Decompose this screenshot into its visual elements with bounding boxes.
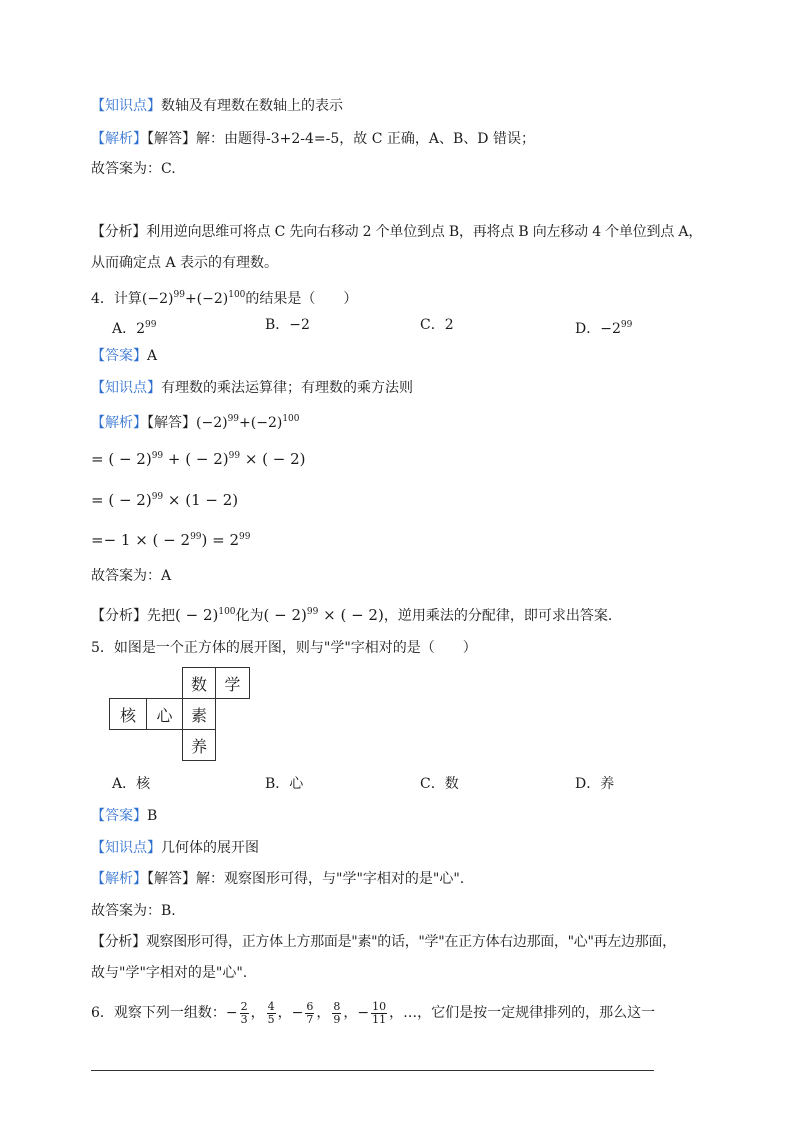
fenxi-m3: × ( − 2) [318,606,384,624]
fraction-item [225,999,251,1026]
step1-a: = ( − 2) [91,450,152,468]
stem-prefix: 4．计算 [91,291,142,307]
analysis-tag: 【解析】 [91,871,147,887]
fraction-numerator: 6 [306,999,314,1013]
step3-exp-a: 99 [190,532,202,542]
fenxi-m1: ( − 2) [175,606,219,624]
stem-prefix: 6．观察下列一组数： [91,1005,226,1021]
net-cell-he: 核 [109,698,147,730]
fraction-sign: − [225,1005,238,1021]
fenxi-a: 先把 [147,608,175,624]
net-cell-shu: 数 [182,667,216,699]
option-d-sup: 99 [620,320,633,330]
answer-value: A [147,348,158,364]
answer-tag: 【解答】 [147,871,196,887]
q5-knowledge-line [91,838,259,858]
q3-fenxi-line2: 从而确定点 A 表示的有理数。 [91,255,279,271]
q5-fenxi-line2: 故与"学"字相对的是"心". [91,965,248,981]
q5-option-a: A．核 [112,776,151,792]
step0-a: (−2) [196,415,228,431]
option-d-label: D．−2 [575,321,621,337]
q4-analysis-line [91,409,300,433]
q4-answer-line [91,346,157,366]
option-a-label: A．2 [112,321,146,337]
knowledge-tag: 【知识点】 [91,98,161,114]
fraction [267,1001,276,1026]
fenxi-tag: 【分析】 [91,224,147,240]
q4-option-a [112,315,156,339]
net-cell-xue: 学 [215,667,250,699]
fraction-numerator: 10 [372,999,387,1013]
knowledge-text: 几何体的展开图 [161,840,259,856]
q5-conclusion: 故答案为：B. [91,903,176,919]
fraction-denominator: 5 [267,1012,275,1026]
q4-conclusion: 故答案为：A [91,568,172,584]
fraction-item [357,999,389,1026]
fraction-sign: − [357,1005,370,1021]
q4-option-b: B．−2 [265,317,310,333]
option-a-sup: 99 [145,320,157,330]
step0-plus: +(−2) [239,415,283,431]
fraction-item [291,999,317,1026]
exp-a: 99 [173,290,185,300]
answer-value: B [147,808,158,824]
fenxi-m2: ( − 2) [263,606,307,624]
step0-exp-a: 99 [227,414,240,424]
q4-step1 [91,446,306,469]
step3-exp-b: 99 [239,532,251,542]
step1-exp-a: 99 [151,451,164,461]
fenxi-m2-exp: 99 [306,607,319,617]
analysis-tag: 【解析】 [91,415,147,431]
q3-conclusion: 故答案为：C. [91,161,176,177]
fraction-list [225,999,389,1026]
fenxi-text: 观察图形可得，正方体上方那面是"素"的话，"学"在正方体右边那面，"心"再左边那面， [145,934,676,950]
fraction-denominator: 3 [240,1012,248,1026]
fraction [305,1001,314,1026]
fraction-numerator: 4 [267,999,275,1013]
q5-answer-line [91,806,157,826]
knowledge-text: 有理数的乘法运算律；有理数的乘方法则 [161,380,413,396]
fraction-denominator: 11 [372,1012,387,1026]
fraction-sign: − [291,1005,304,1021]
expr-a: (−2) [141,291,174,307]
step2-exp: 99 [151,492,164,502]
step3-b: ) = 2 [201,531,240,549]
answer-tag: 【解答】 [147,415,196,431]
q5-stem: 5．如图是一个正方体的展开图，则与"学"字相对的是（ ） [91,640,477,656]
q4-stem [91,285,357,309]
fraction-separator: ， [316,1005,331,1021]
stem-suffix: 的结果是（ ） [245,291,358,307]
knowledge-tag: 【知识点】 [91,380,161,396]
answer-tag: 【答案】 [91,808,147,824]
answer-tag: 【解答】 [147,131,196,147]
knowledge-tag: 【知识点】 [91,840,161,856]
q6-stem [91,1000,655,1026]
analysis-tag: 【解析】 [91,131,147,147]
fenxi-c: ，逆用乘法的分配律，即可求出答案. [383,608,613,624]
fenxi-m1-exp: 100 [218,607,236,617]
step3-a: =− 1 × ( − 2 [91,531,191,549]
q4-option-d [575,315,632,339]
q5-option-b: B．心 [265,776,304,792]
stem-suffix: ，…，它们是按一定规律排列的，那么这一 [389,1005,656,1021]
fraction-numerator: 2 [240,999,248,1013]
fraction [240,1001,249,1026]
fraction-numerator: 8 [333,999,341,1013]
fraction [332,1001,341,1026]
q4-fenxi-line [91,602,612,626]
step2-b: × (1 − 2) [163,491,239,509]
q4-step2 [91,487,238,510]
plus: + [184,291,197,307]
step1-b: + ( − 2) [163,450,229,468]
net-cell-yang: 养 [182,729,216,761]
q5-option-d: D．养 [575,776,615,792]
step1-c: × ( − 2) [240,450,306,468]
net-cell-su: 素 [182,698,216,730]
analysis-text: 解：由题得-3+2-4=-5，故 C 正确，A、B、D 错误； [196,131,535,147]
net-cell-xin: 心 [146,698,183,730]
step2-a: = ( − 2) [91,491,152,509]
q4-step3 [91,527,250,550]
fraction-item [265,999,278,1026]
q5-option-c: C．数 [420,776,459,792]
q3-fenxi-line1 [91,222,702,242]
fraction-denominator: 7 [306,1012,314,1026]
fraction-separator: ， [343,1005,358,1021]
q3-knowledge-line [91,96,343,116]
expr-b: (−2) [196,291,229,307]
q4-knowledge-line [91,378,413,398]
fenxi-tag: 【分析】 [91,608,147,624]
exp-b: 100 [228,290,246,300]
analysis-text: 解：观察图形可得，与"学"字相对的是"心". [196,871,465,887]
fraction-separator: ， [277,1005,292,1021]
knowledge-text: 数轴及有理数在数轴上的表示 [161,98,343,114]
fenxi-b: 化为 [235,608,264,624]
q5-analysis-line [91,869,464,889]
fenxi-text: 利用逆向思维可将点 C 先向右移动 2 个单位到点 B，再将点 B 向左移动 4 个单位到点 A， [146,224,703,240]
q4-option-c: C．2 [420,317,454,333]
fraction-item [330,999,343,1026]
q3-analysis-line [91,129,535,149]
footer-rule [91,1070,654,1071]
step1-exp-b: 99 [228,451,241,461]
fenxi-tag: 【分析】 [91,934,146,950]
step0-exp-b: 100 [282,414,300,424]
fraction [371,1001,387,1026]
q5-fenxi-line1 [91,932,676,952]
answer-tag: 【答案】 [91,348,147,364]
fraction-separator: ， [250,1005,265,1021]
fraction-denominator: 9 [333,1012,341,1026]
